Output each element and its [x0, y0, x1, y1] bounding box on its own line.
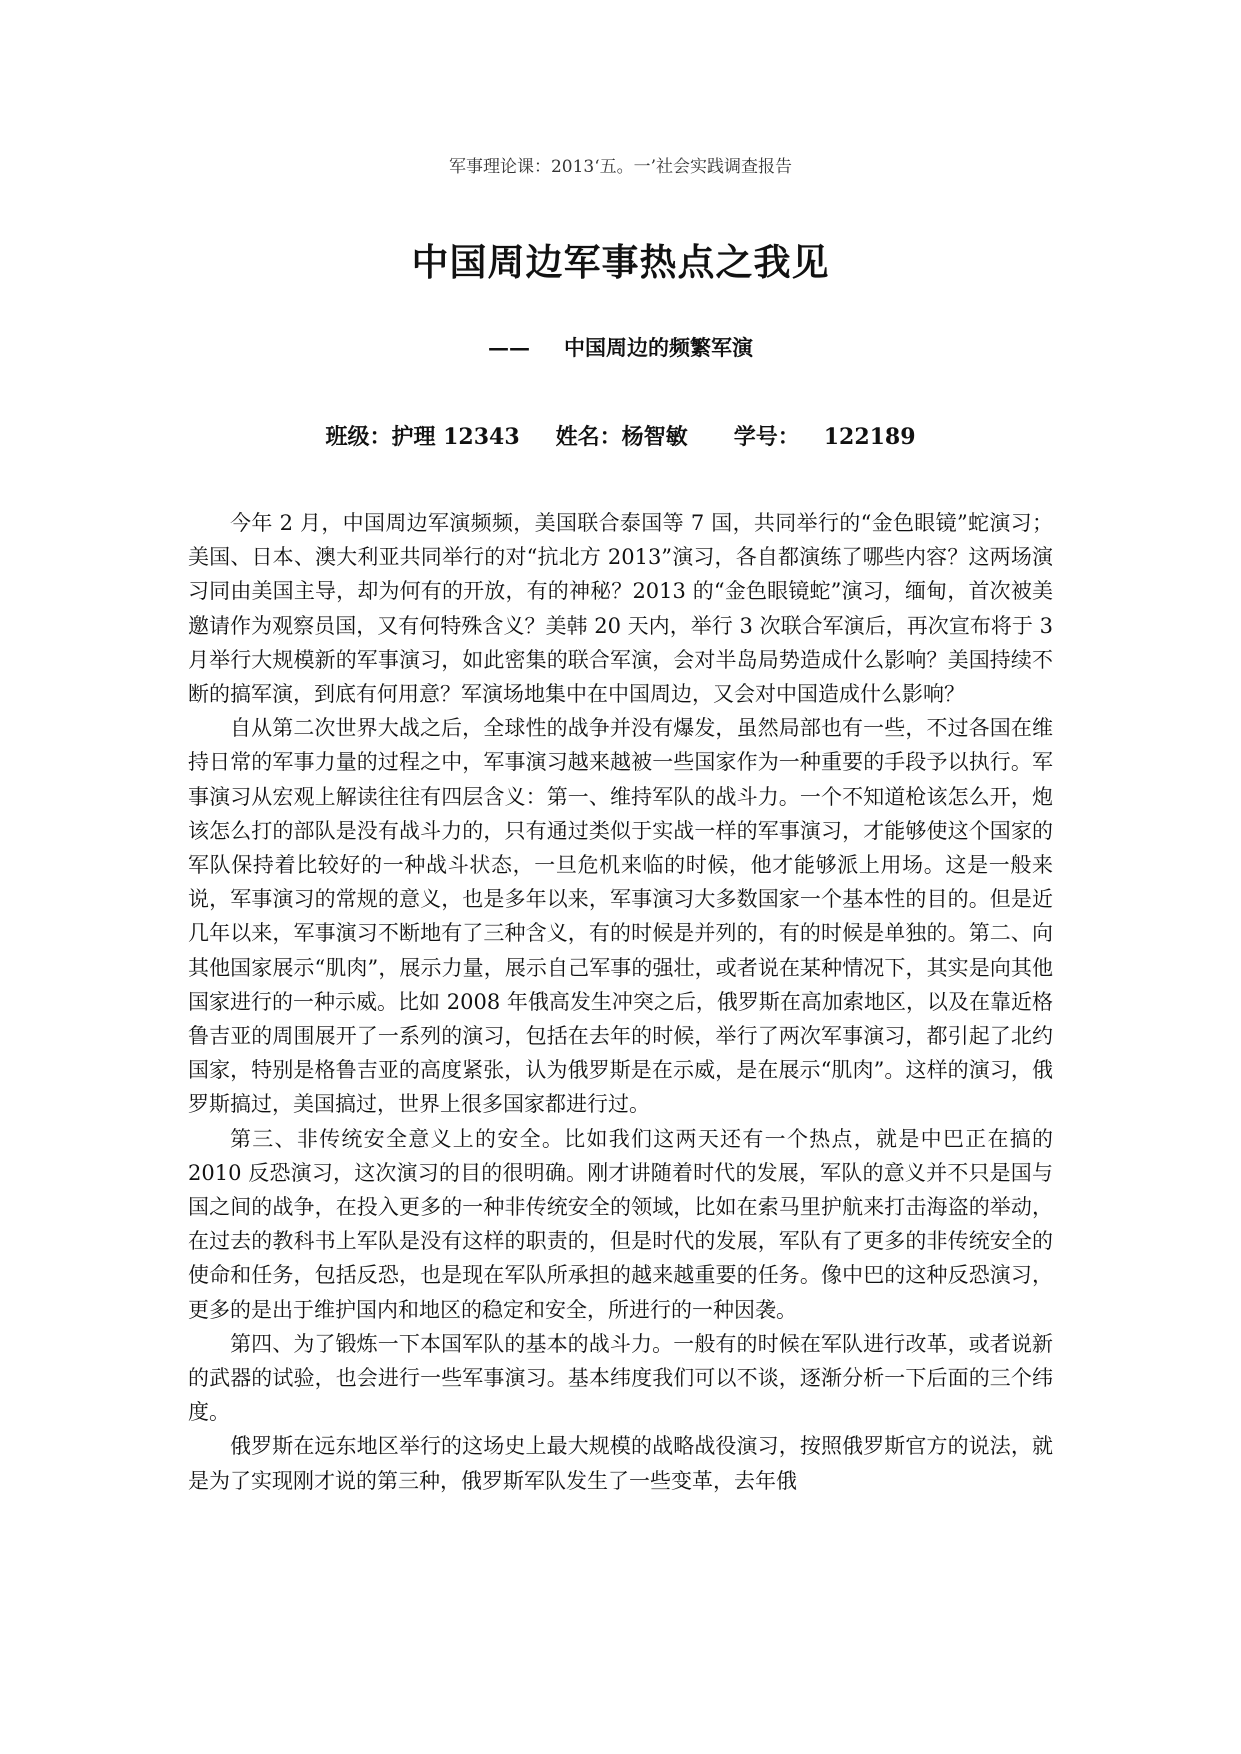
name-value: 杨智敏 [621, 424, 688, 450]
student-info [0, 420, 1241, 451]
paragraph: 自从第二次世界大战之后，全球性的战争并没有爆发，虽然局部也有一些，不过各国在维持日常的军事力量的过程之中，军事演习越来越被一些国家作为一种重要的手段予以执行。军事演习从宏观上解读往往有四层含义：第一、维持军队的战斗力。一个不知道枪该怎么开，炮该怎么打的部队是没有战斗力的，只有通过类似于实战一样的军事演习，才能够使这个国家的军队保持着比较好的一种战斗状态，一旦危机来临的时候，他才能够派上用场。这是一般来说，军事演习的常规的意义，也是多年以来，军事演习大多数国家一个基本性的目的。但是近几年以来，军事演习不断地有了三种含义，有的时候是并列的，有的时候是单独的。第二、向其他国家展示“肌肉”，展示力量，展示自己军事的强壮，或者说在某种情况下，其实是向其他国家进行的一种示威。比如 2008 年俄高发生冲突之后，俄罗斯在高加索地区，以及在靠近格鲁吉亚的周围展开了一系列的演习，包括在去年的时候，举行了两次军事演习，都引起了北约国家，特别是格鲁吉亚的高度紧张，认为俄罗斯是在示威，是在展示“肌肉”。这样的演习，俄罗斯搞过，美国搞过，世界上很多国家都进行过。 [188, 716, 1053, 1117]
class-label: 班级： [325, 424, 392, 450]
subtitle-text: 中国周边的频繁军演 [564, 335, 753, 360]
paragraph: 俄罗斯在远东地区举行的这场史上最大规模的战略战役演习，按照俄罗斯官方的说法，就是为了实现刚才说的第三种，俄罗斯军队发生了一些变革，去年俄 [188, 1434, 1053, 1493]
id-label: 学号： [733, 424, 800, 450]
running-header: 军事理论课：2013‘五。一’社会实践调查报告 [448, 157, 793, 177]
paragraph: 第三、非传统安全意义上的安全。比如我们这两天还有一个热点，就是中巴正在搞的 2010 反恐演习，这次演习的目的很明确。刚才讲随着时代的发展，军队的意义并不只是国与国之间的战争，在投入更多的一种非传统安全的领域，比如在索马里护航来打击海盗的举动，在过去的教科书上军队是没有这样的职责的，但是时代的发展，军队有了更多的非传统安全的使命和任务，包括反恐，也是现在军队所承担的越来越重要的任务。像中巴的这种反恐演习，更多的是出于维护国内和地区的稳定和安全，所进行的一种因袭。 [188, 1126, 1053, 1322]
paragraph: 今年 2 月，中国周边军演频频，美国联合泰国等 7 国，共同举行的“金色眼镜”蛇演习；美国、日本、澳大利亚共同举行的对“抗北方 2013”演习，各自都演练了哪些内容？这两场演习同由美国主导，却为何有的开放，有的神秘？2013 的“金色眼镜蛇”演习，缅甸，首次被美邀请作为观察员国，又有何特殊含义？美韩 20 天内，举行 3 次联合军演后，再次宣布将于 3 月举行大规模新的军事演习，如此密集的联合军演，会对半岛局势造成什么影响？美国持续不断的搞军演，到底有何用意？军演场地集中在中国周边，又会对中国造成什么影响？ [188, 511, 1053, 707]
paragraph: 第四、为了锻炼一下本国军队的基本的战斗力。一般有的时候在军队进行改革，或者说新的武器的试验，也会进行一些军事演习。基本纬度我们可以不谈，逐渐分析一下后面的三个纬度。 [188, 1331, 1053, 1425]
name-label: 姓名： [555, 424, 622, 450]
id-value: 122189 [823, 424, 916, 450]
subtitle [0, 332, 1241, 362]
subtitle-dash: —— [488, 335, 530, 360]
class-value: 护理 12343 [391, 424, 520, 450]
page-title: 中国周边军事热点之我见 [411, 240, 830, 284]
body-text [188, 506, 1053, 1498]
